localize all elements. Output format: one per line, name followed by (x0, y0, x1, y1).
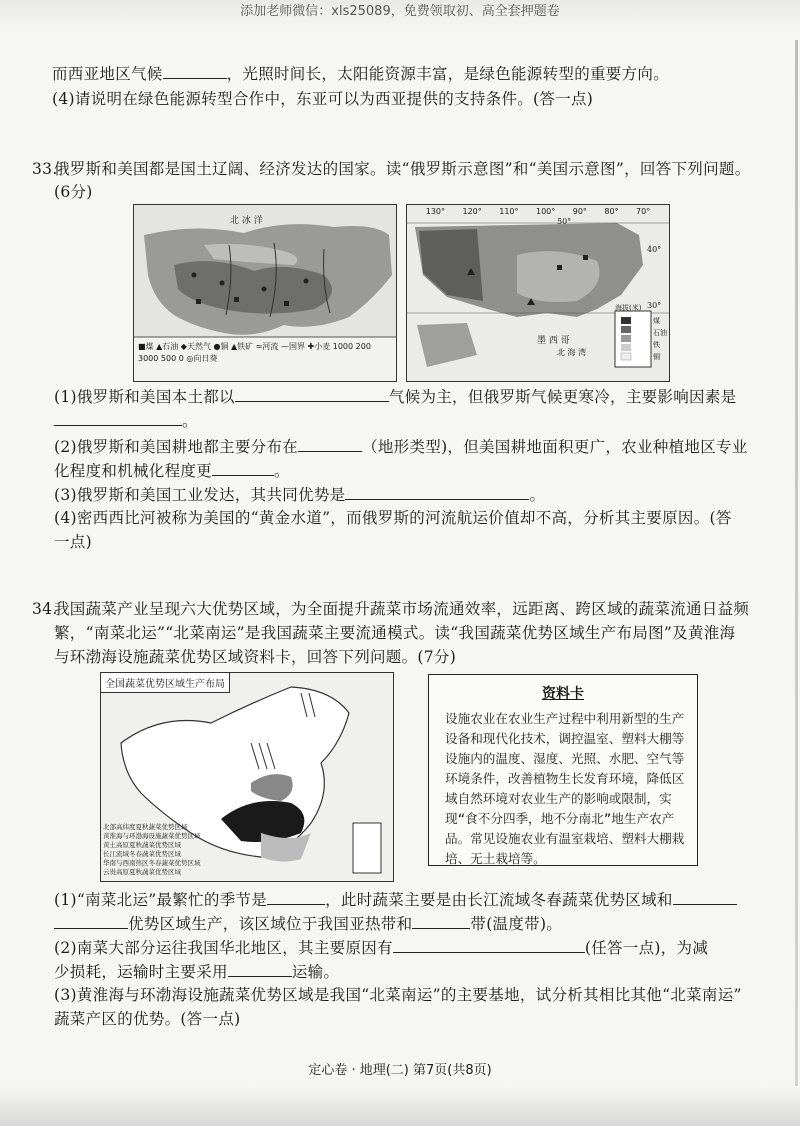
q33-sub1-blank2 (54, 409, 182, 426)
china-vegetable-map (100, 672, 394, 882)
lon-70: 70° (636, 207, 651, 216)
legend-oil: 石油 (653, 329, 667, 337)
q33-stem: 俄罗斯和美国都是国土辽阔、经济发达的国家。读“俄罗斯示意图”和“美国示意图”，回答下列问题。 (54, 160, 751, 178)
legend-iron: 铁 (653, 341, 660, 349)
q34-sub2 (54, 936, 708, 959)
q34-stem3: 与环渤海设施蔬菜优势区域资料卡，回答下列问题。(7分) (54, 648, 457, 666)
q34-sub1-blank4 (412, 912, 470, 929)
legend-coal: 煤 (653, 317, 660, 325)
q33-sub3-b: 。 (529, 486, 546, 504)
q33-sub1 (54, 385, 736, 408)
legend-yangtze: 长江流域冬春蔬菜优势区域 (103, 850, 181, 858)
q34-sub2-a: (2)南菜大部分运往我国华北地区，其主要原因有 (54, 939, 393, 957)
q34-sub2-blank2 (228, 960, 292, 977)
china-map-title: 全国蔬菜优势区域生产布局 (101, 673, 230, 693)
q33-sub2-blank2 (212, 459, 274, 476)
q33-sub2-b: （地形类型)，但美国耕地面积更广，农业种植地区专业 (362, 438, 748, 456)
info-card-body: 设施农业在农业生产过程中利用新型的生产设备和现代化技术，调控温室、塑料大棚等设施内的温度、湿度、光照、水肥、空气等环境条件，改善植物生长发育环境，降低区域自然环境对农业生产的影响或限制，实现“食不分四季，地不分南北”地生产农产品。常见设施农业有温室栽培、塑料大棚栽培、无土栽培等。 (445, 711, 685, 866)
q34-sub1-b: ，此时蔬菜主要是由长江流域冬春蔬菜优势区域和 (325, 891, 673, 909)
us-map (406, 204, 670, 382)
legend-huanghuaihai: 黄淮海与环渤海设施蔬菜优势区域 (103, 832, 201, 840)
russia-map-legend: ■煤 ▲石油 ◆天然气 ●铜 ▲铁矿 ≈河流 —国界 ✚小麦 1000 200 3000 500 0 ◎向日葵 (138, 342, 371, 363)
q33-sub1-cont (54, 409, 198, 432)
legend-loess-plateau: 黄土高原夏秋蔬菜优势区域 (103, 841, 181, 849)
lat-40-label: 40° (647, 245, 662, 254)
scan-bottom-edge (0, 1086, 800, 1126)
legend-yungui: 云贵高原夏秋蔬菜优势区域 (103, 868, 181, 876)
q34-sub1 (54, 888, 737, 911)
q33-sub4-cont: 一点) (54, 533, 92, 551)
us-map-longitude-labels (407, 207, 669, 216)
q32-sub4: (4)请说明在绿色能源转型合作中，东亚可以为西亚提供的支持条件。(答一点) (52, 90, 594, 108)
legend-south-southwest: 华南与西南热区冬春蔬菜优势区域 (103, 859, 201, 867)
q33-sub2 (54, 435, 748, 458)
q33-number: 33. (32, 160, 58, 178)
q33-sub4: (4)密西西比河被称为美国的“黄金水道”，而俄罗斯的河流航运价值却不高，分析其主要原因。(答 (54, 509, 732, 527)
lon-120: 120° (462, 207, 482, 216)
q34-sub2-b: (任答一点)，为减 (584, 939, 709, 957)
us-map-drawing (407, 205, 669, 381)
q34-sub2-d: 运输。 (291, 963, 340, 981)
q34-sub2-c: 少损耗，运输时主要采用 (54, 963, 228, 981)
q34-sub1-blank2 (673, 888, 737, 905)
lon-130: 130° (425, 207, 446, 216)
info-card-title: 资料卡 (542, 686, 584, 702)
q32-text-b: ，光照时间长，太阳能资源丰富，是绿色能源转型的重要方向。 (226, 65, 670, 83)
q33-sub3-a: (3)俄罗斯和美国工业发达，其共同优势是 (54, 486, 346, 504)
q33-sub2-a: (2)俄罗斯和美国耕地都主要分布在 (54, 438, 299, 456)
q33-sub2-c: 化程度和机械化程度更 (54, 462, 213, 480)
q34-sub1-a: (1)“南菜北运”最繁忙的季节是 (54, 891, 268, 909)
page-footer: 定心卷 · 地理(二) 第7页(共8页) (308, 1063, 492, 1078)
q32-text-a: 而西亚地区气候 (52, 65, 163, 83)
q34-stem2: 繁，“南菜北运”“北菜南运”是我国蔬菜主要流通模式。读“我国蔬菜优势区域生产布局图”及黄淮海 (54, 624, 736, 642)
q33-sub2-blank1 (298, 435, 362, 452)
q33-sub1-blank1 (235, 385, 389, 402)
q33-sub2-cont (54, 459, 290, 482)
q34-sub1-c: 优势区域生产，该区域位于我国亚热带和 (128, 915, 413, 933)
q32-line1 (52, 62, 669, 85)
top-banner: 添加老师微信：xls25089，免费领取初、高全套押题卷 (0, 0, 800, 26)
q33-sub1-a: (1)俄罗斯和美国本土都以 (54, 388, 235, 406)
q33-sub1-b: 气候为主，但俄罗斯气候更寒冷，主要影响因素是 (388, 388, 737, 406)
legend-copper: 铜 (653, 353, 660, 361)
scan-edge (795, 40, 798, 1110)
q34-sub1-blank3 (54, 912, 128, 929)
us-map-legend (653, 315, 667, 363)
q33-score: (6分) (54, 183, 93, 201)
lon-100: 100° (535, 207, 556, 216)
q34-stem1: 我国蔬菜产业呈现六大优势区域，为全面提升蔬菜市场流通效率，远距离、跨区域的蔬菜流通日益频 (54, 600, 750, 618)
q34-sub1-cont (54, 912, 562, 935)
china-map-legend (103, 823, 201, 877)
q34-number: 34. (32, 600, 58, 618)
q34-sub1-blank1 (267, 888, 325, 905)
gulf-label: 墨 西 哥 (537, 336, 570, 346)
legend-north-high-latitude: 北部高纬度夏秋蔬菜优势区域 (103, 823, 188, 831)
elevation-label: 海拔(米) (615, 304, 642, 312)
arctic-ocean-label: 北 冰 洋 (230, 216, 263, 226)
gulf-label-2: 北 海 湾 (557, 348, 587, 357)
q32-blank (163, 62, 227, 79)
lon-110: 110° (499, 207, 519, 216)
q33-sub3-blank (345, 483, 529, 500)
lon-90: 90° (572, 207, 587, 216)
q33-sub2-d: 。 (274, 462, 290, 480)
q34-sub2-cont (54, 960, 339, 983)
q34-sub3-cont: 蔬菜产区的优势。(答一点) (54, 1010, 241, 1028)
q33-sub1-c: 。 (182, 412, 198, 430)
lon-80: 80° (604, 207, 619, 216)
russia-map (133, 204, 397, 382)
lat-30-label: 30° (647, 301, 662, 310)
q34-sub3: (3)黄淮海与环渤海设施蔬菜优势区域是我国“北菜南运”的主要基地，试分析其相比其他“北菜南运” (54, 986, 742, 1004)
info-card (428, 674, 698, 866)
q34-sub1-d: 带(温度带)。 (470, 915, 563, 933)
q34-sub2-blank1 (393, 936, 585, 953)
lat-50-label: 50° (557, 217, 572, 226)
q33-sub3 (54, 483, 545, 506)
